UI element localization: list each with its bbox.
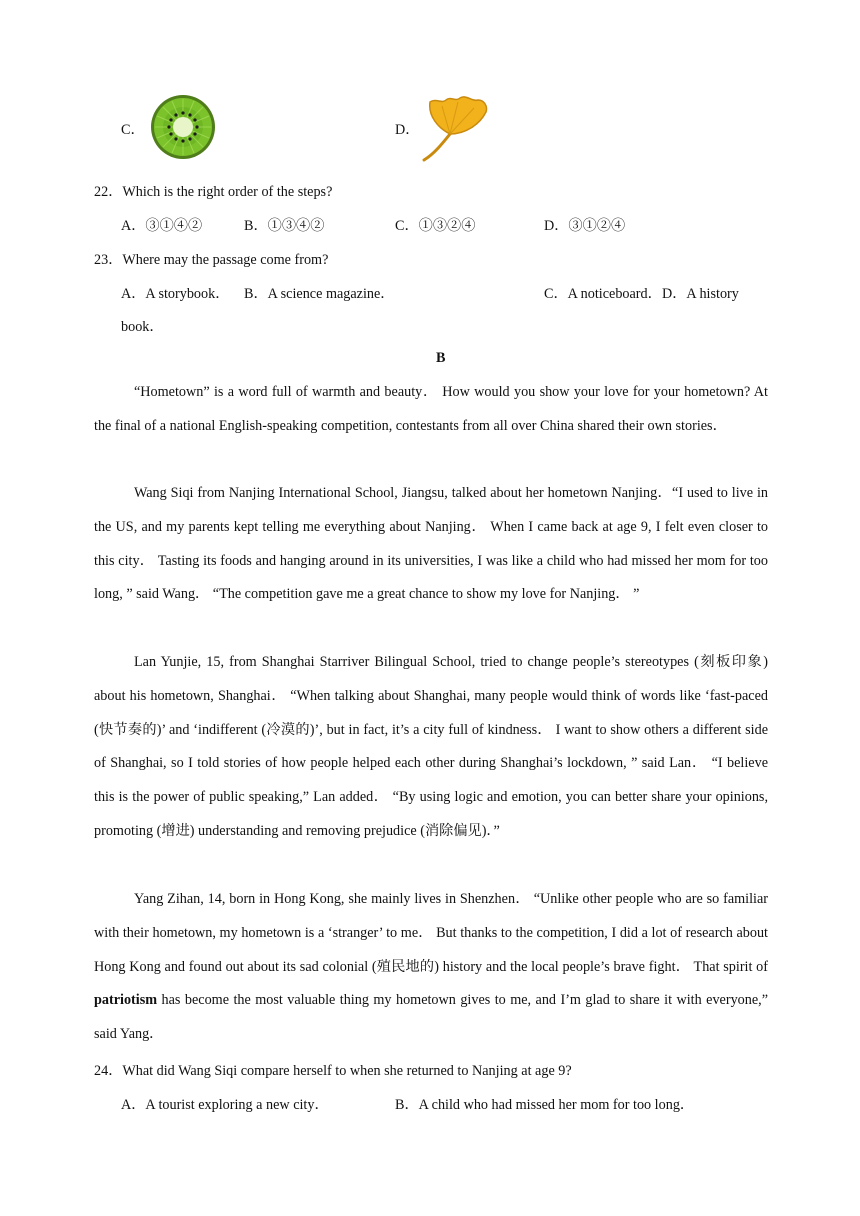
- section-heading: B: [436, 350, 446, 366]
- q23-option-a: A．A storybook．: [121, 286, 230, 302]
- passage-paragraph-2: Wang Siqi from Nanjing International School, Jiangsu, talked about her hometown Nanjing．“I used to live in the US, and my parents kept telling me everything about Nanjing． When I came back at age 9, I felt even closer to this city． Tasting its foods and hanging around in its universities, I was like a child who had missed her mom for too long, ” said Wang． “The competition gave me a great chance to show my love for Nanjing． ”: [94, 485, 768, 603]
- question-22: 22．Which is the right order of the steps?: [94, 184, 333, 200]
- passage-paragraph-1: “Hometown” is a word full of warmth and beauty． How would you show your love for your hometown? At the final of a national English-speaking competition, contestants from all over China shared their own stories．: [94, 384, 768, 434]
- q23-option-d-continued: book．: [121, 319, 164, 335]
- q23-option-c: C．A noticeboard．: [544, 286, 662, 302]
- q23-option-b: B．A science magazine．: [244, 286, 395, 302]
- passage-paragraph-3: Lan Yunjie, 15, from Shanghai Starriver Bilingual School, tried to change people’s stereotypes (刻板印象) about his hometown, Shanghai． “When talking about Shanghai, many people would think of words like ‘fast-paced (快节奏的)’ and ‘indifferent (冷漠的)’, but in fact, it’s a city full of kindness． I want to show others a different side of Shanghai, so I told stories of how people helped each other during Shanghai’s lockdown, ” said Lan． “I believe this is the power of public speaking,” Lan added． “By using logic and emotion, you can better share your opinions, promoting (增进) understanding and removing prejudice (消除偏见)．”: [94, 654, 768, 839]
- q22-option-d: D．③①②④: [544, 218, 626, 234]
- option-d-label: D．: [395, 122, 420, 138]
- option-c-label: C．: [121, 122, 145, 138]
- q24-option-a: A．A tourist exploring a new city．: [121, 1097, 329, 1113]
- q24-option-b: B．A child who had missed her mom for too long．: [395, 1097, 695, 1113]
- paragraph-4-text-end: has become the most valuable thing my hometown gives to me, and I’m glad to share it with everyone,” said Yang．: [94, 992, 768, 1043]
- kiwi-fruit-icon: [150, 94, 218, 160]
- q23-option-d: D．A history: [662, 286, 739, 302]
- ginkgo-leaf-icon: [420, 94, 490, 162]
- q22-option-a: A．③①④②: [121, 218, 203, 234]
- q22-option-c: C．①③②④: [395, 218, 476, 234]
- bold-word-patriotism: patriotism: [94, 992, 158, 1009]
- paragraph-4-text-start: Yang Zihan, 14, born in Hong Kong, she mainly lives in Shenzhen． “Unlike other people who are so familiar with their hometown, my hometown is a ‘stranger’ to me． But thanks to the competition, I did a lot of research about Hong Kong and found out about its sad colonial (殖民地的) history and the local people’s brave fight． That spirit of: [94, 891, 768, 975]
- q22-option-b: B．①③④②: [244, 218, 325, 234]
- passage-paragraph-4: [94, 883, 768, 1052]
- question-24: 24．What did Wang Siqi compare herself to when she returned to Nanjing at age 9?: [94, 1063, 572, 1079]
- question-23: 23．Where may the passage come from?: [94, 252, 329, 268]
